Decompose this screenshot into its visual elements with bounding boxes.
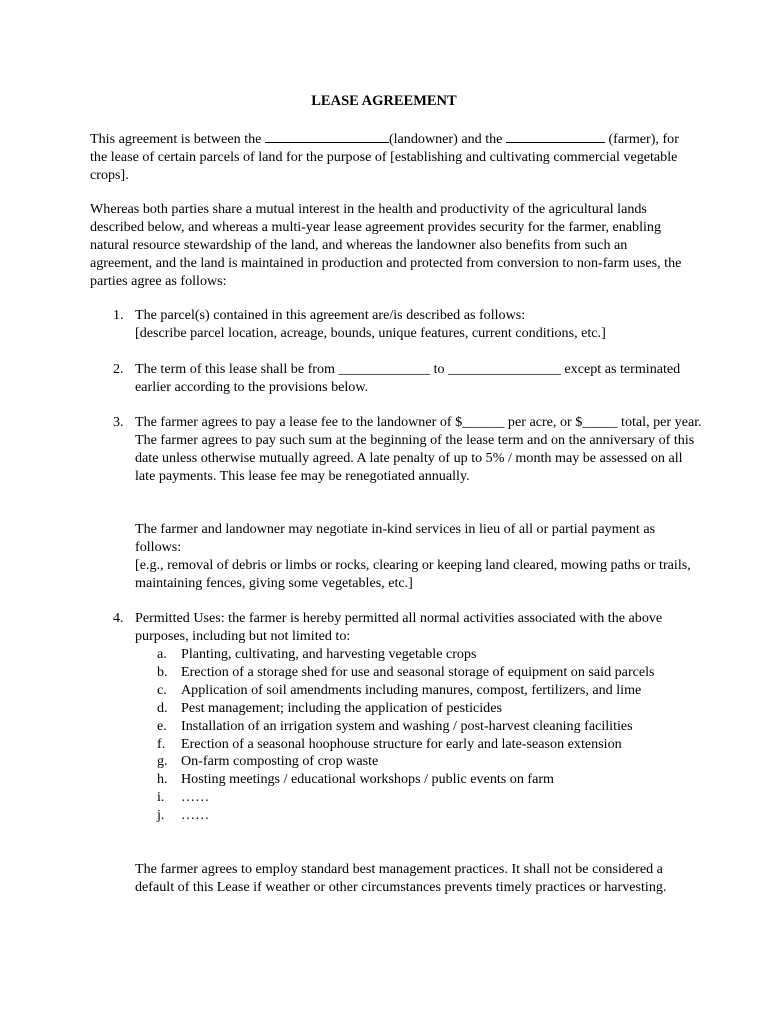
farmer-blank[interactable] — [506, 129, 605, 143]
item-letter: h. — [157, 771, 168, 788]
item-number: 4. — [113, 610, 124, 626]
list-item — [157, 646, 697, 664]
item-letter: e. — [157, 717, 167, 734]
item-letter: b. — [157, 663, 168, 680]
list-item — [157, 789, 697, 807]
item-number: 3. — [113, 414, 124, 430]
item-letter: f. — [157, 735, 166, 752]
landowner-blank[interactable] — [265, 129, 389, 143]
item-number: 2. — [113, 361, 124, 377]
item-2-text: The term of this lease shall be from _____________ to ________________ except as terminated earlier according to the provisions below. — [135, 361, 681, 395]
list-item — [157, 807, 697, 825]
item-text: …… — [181, 807, 210, 824]
permitted-uses-list — [157, 646, 697, 825]
item-text: Hosting meetings / educational workshops / public events on farm — [181, 771, 555, 788]
item-text: Pest management; including the application of pesticides — [181, 699, 502, 716]
list-item-4 — [113, 610, 703, 646]
list-item — [157, 700, 697, 718]
list-item-2 — [113, 361, 703, 397]
list-item — [157, 753, 697, 771]
in-kind-line-2: [e.g., removal of debris or limbs or rocks, clearing or keeping land cleared, mowing paths or trails, maintaining fences, giving some vegetables, etc.] — [135, 556, 691, 591]
list-item-3 — [113, 414, 703, 486]
item-letter: d. — [157, 699, 168, 716]
item-letter: c. — [157, 681, 167, 698]
item-text: On-farm composting of crop waste — [181, 753, 379, 770]
list-item — [157, 718, 697, 736]
whereas-paragraph: Whereas both parties share a mutual interest in the health and productivity of the agricultural lands described below, and whereas a multi-year lease agreement provides security for the farmer, enabling natural resource stewardship of the land, and whereas the landowner also benefits from such an agreement, and the land is maintained in production and protected from conversion to non-farm uses, the parties agree as follows: — [90, 201, 682, 289]
intro-paragraph — [90, 129, 690, 185]
item-text: Erection of a storage shed for use and seasonal storage of equipment on said parcels — [181, 663, 655, 680]
item-1-line-1: The parcel(s) contained in this agreement are/is described as follows: — [135, 307, 526, 323]
item-text: Application of soil amendments including manures, compost, fertilizers, and lime — [181, 681, 642, 698]
item-text: …… — [181, 789, 210, 806]
practices-paragraph: The farmer agrees to employ standard best management practices. It shall not be considered a default of this Lease if weather or other circumstances prevents timely practices or harvesting. — [135, 861, 667, 895]
item-letter: g. — [157, 753, 168, 770]
item-4-text: Permitted Uses: the farmer is hereby permitted all normal activities associated with the above purposes, including but not limited to: — [135, 610, 663, 644]
item-letter: a. — [157, 646, 167, 662]
in-kind-paragraph — [135, 521, 695, 593]
list-item-1 — [113, 307, 703, 343]
list-item — [157, 682, 697, 700]
intro-text-1: This agreement is between the — [90, 131, 265, 147]
in-kind-line-1: The farmer and landowner may negotiate in-kind services in lieu of all or partial payment as follows: — [135, 521, 656, 555]
intro-text-3: (farmer), for the lease of certain parcels of land for the purpose of [establishing and cultivating commercial vegetable crops]. — [90, 131, 679, 183]
list-item — [157, 664, 697, 682]
item-letter: i. — [157, 789, 165, 806]
item-number: 1. — [113, 307, 124, 323]
item-1-line-2: [describe parcel location, acreage, bounds, unique features, current conditions, etc.] — [135, 324, 606, 341]
item-3-text: The farmer agrees to pay a lease fee to the landowner of $______ per acre, or $_____ total, per year. The farmer agrees to pay such sum at the beginning of the lease term and on the anniversary of this date unless otherwise mutually agreed. A late penalty of up to 5% / month may be assessed on all late payments. This lease fee may be renegotiated annually. — [135, 414, 702, 484]
document-title: LEASE AGREEMENT — [311, 93, 457, 109]
intro-text-2: (landowner) and the — [388, 131, 506, 147]
item-text: Erection of a seasonal hoophouse structure for early and late-season extension — [181, 735, 622, 752]
item-text: Planting, cultivating, and harvesting vegetable crops — [181, 646, 477, 662]
list-item — [157, 736, 697, 754]
list-item — [157, 771, 697, 789]
item-letter: j. — [157, 807, 165, 824]
item-text: Installation of an irrigation system and washing / post-harvest cleaning facilities — [181, 717, 633, 734]
